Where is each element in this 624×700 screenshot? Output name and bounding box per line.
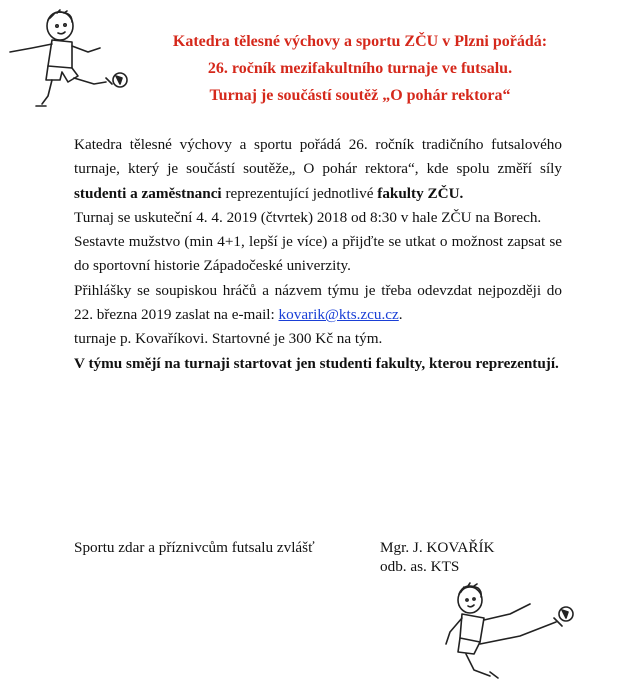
intro-text-2: reprezentující jednotlivé — [221, 184, 378, 202]
signature-title: odb. as. KTS — [380, 558, 460, 575]
email-link[interactable]: kovarik@kts.zcu.cz — [278, 306, 399, 324]
paragraph-fee: turnaje p. Kovaříkovi. Startovné je 300 Kč na tým. — [74, 330, 383, 348]
registration-text: Přihlášky se soupiskou hráčů a názvem týmu je třeba odevzdat nejpozději do 22. března 2019 zaslat na e-mail: — [74, 281, 562, 324]
heading-line-1: Katedra tělesné výchovy a sportu ZČU v Plzni pořádá: — [172, 33, 548, 50]
signature-name: Mgr. J. KOVAŘÍK — [380, 539, 495, 556]
paragraph-registration — [74, 279, 562, 328]
announcement-heading — [110, 28, 610, 109]
registration-period: . — [398, 306, 403, 324]
announcement-body — [74, 133, 562, 376]
football-player-volley-icon — [440, 574, 580, 686]
intro-bold-participants: studenti a zaměstnanci — [74, 184, 222, 202]
heading-line-3: Turnaj je součástí soutěž „O pohár rektora“ — [209, 87, 511, 104]
intro-text: Katedra tělesné výchovy a sportu pořádá 26. ročník tradičního futsalového turnaje, který je součástí soutěže„ O pohár rektora“, kde spolu změří síly — [74, 136, 562, 178]
paragraph-intro — [74, 133, 562, 206]
paragraph-team: Sestavte mužstvo (min 4+1, lepší je více) a přijďte se utkat o možnost zapsat se do sportovní historie Západočeské univerzity. — [74, 233, 562, 275]
intro-bold-faculties: fakulty ZČU. — [377, 184, 464, 202]
paragraph-eligibility: V týmu smějí na turnaji startovat jen studenti fakulty, kterou reprezentují. — [74, 354, 559, 372]
heading-line-2: 26. ročník mezifakultního turnaje ve futsalu. — [207, 60, 513, 77]
paragraph-date: Turnaj se uskuteční 4. 4. 2019 (čtvrtek) 2018 od 8:30 v hale ZČU na Borech. — [74, 208, 542, 226]
signature-block — [380, 538, 494, 576]
closing-greeting: Sportu zdar a příznivcům futsalu zvlášť — [74, 539, 315, 556]
